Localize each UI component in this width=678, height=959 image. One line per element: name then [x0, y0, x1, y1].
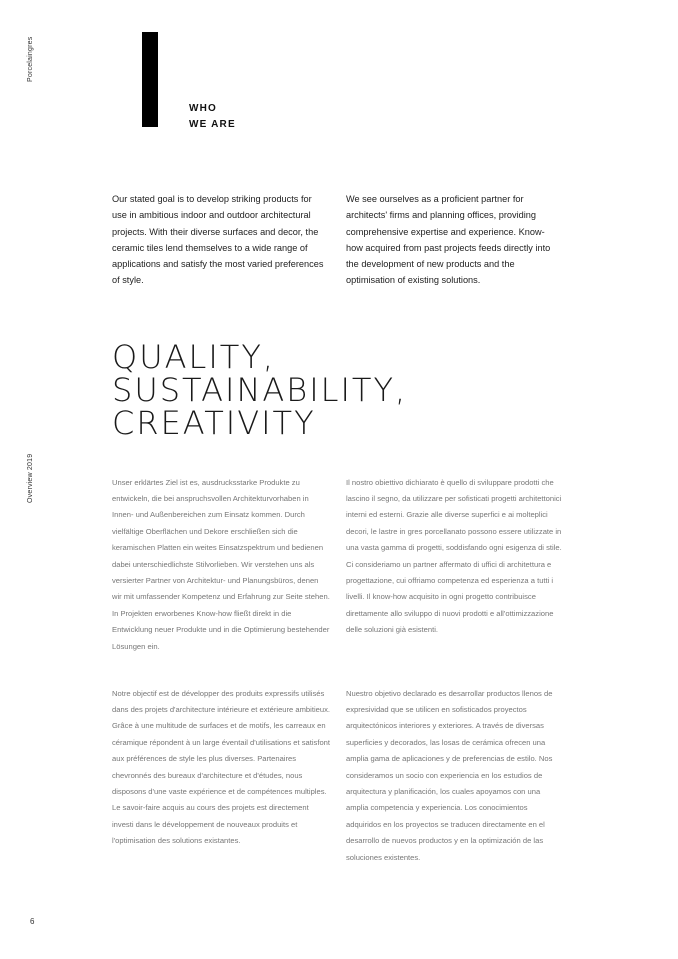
- intro-paragraph-left: Our stated goal is to develop striking products for use in ambitious indoor and outdoor architectural projects. With their diverse surfaces and decor, the ceramic tiles lend themselves to a wide range of applications and satisfy the most varied preferences of style.: [112, 194, 324, 286]
- section-title: [189, 101, 236, 133]
- body-text-german: Unser erklärtes Ziel ist es, ausdrucksstarke Produkte zu entwickeln, die bei anspruchsvollen Architekturvorhaben in Innen- und Außenbereichen zum Einsatz kommen. Durch vielfältige Oberflächen und Dekore erschließen sich die keramischen Platten ein weites Einsatzspektrum und bedienen dabei unterschiedlichste Stilvorlieben. Wir verstehen uns als versierter Partner von Architektur- und Planungsbüros, denen wir mit umfassender Kompetenz und Erfahrung zur Seite stehen. In Projekten erworbenes Know-how fließt direkt in die Entwicklung neuer Produkte und in die Optimierung bestehender Lösungen ein.: [112, 477, 330, 651]
- section-marker-bar: [142, 32, 158, 127]
- brand-label: Porcelaingres: [27, 36, 34, 82]
- edition-label: Overview 2019: [27, 453, 34, 503]
- headline: [112, 338, 408, 443]
- body-text-spanish: Nuestro objetivo declarado es desarrollar productos llenos de expresividad que se utilicen en sofisticados proyectos arquitectónicos interiores y exteriores. A través de diversas superficies y decorados, las losas de cerámica ofrecen una amplia gama de aplicaciones y de preferencias de estilo. Nos consideramos un socio con experiencia en los estudios de arquitectura y planificación, los cuales apoyamos con una amplia competencia y experiencia. Los conocimientos adquiridos en los proyectos se traducen directamente en el desarrollo de nuevos productos y en la optimización de las soluciones existentes.: [346, 688, 553, 862]
- body-text-italian: Il nostro obiettivo dichiarato è quello di sviluppare prodotti che lascino il segno, da utilizzare per sofisticati progetti architettonici interni ed esterni. Grazie alle diverse superfici e ai molteplici decori, le lastre in gres porcellanato possono essere utilizzate in una vasta gamma di progetti, soddisfando ogni esigenza di stile. Ci consideriamo un partner affermato di uffici di architettura e progettazione, cui offriamo competenza ed esperienza a tutti i livelli. Il know-how acquisito in ogni progetto contribuisce direttamente allo sviluppo di nuovi prodotti e all'ottimizzazione delle soluzioni già esistenti.: [346, 477, 562, 635]
- body-text-french: Notre objectif est de développer des produits expressifs utilisés dans des projets d'architecture intérieure et extérieure ambitieux. Grâce à une multitude de surfaces et de motifs, les carreaux en céramique répondent à un large éventail d'utilisations et satisfont aux préférences de style les plus diverses. Partenaires chevronnés des bureaux d'architecture et d'études, nous disposons d'une vaste expérience et de compétences multiples. Le savoir-faire acquis au cours des projets est directement investi dans le développement de nouveaux produits et l'optimisation des solutions existantes.: [112, 688, 331, 846]
- headline-line1: QUALITY,: [112, 338, 276, 377]
- page-number: 6: [30, 917, 35, 926]
- section-title-line1: WHO: [189, 103, 218, 114]
- section-title-line2: WE ARE: [189, 119, 236, 130]
- headline-line2: SUSTAINABILITY,: [112, 371, 408, 410]
- headline-line3: CREATIVITY: [112, 404, 316, 443]
- intro-paragraph-right: We see ourselves as a proficient partner for architects' firms and planning offices, providing comprehensive expertise and experience. Know-how acquired from past projects feeds directly into the development of new products and the optimisation of existing solutions.: [346, 194, 551, 286]
